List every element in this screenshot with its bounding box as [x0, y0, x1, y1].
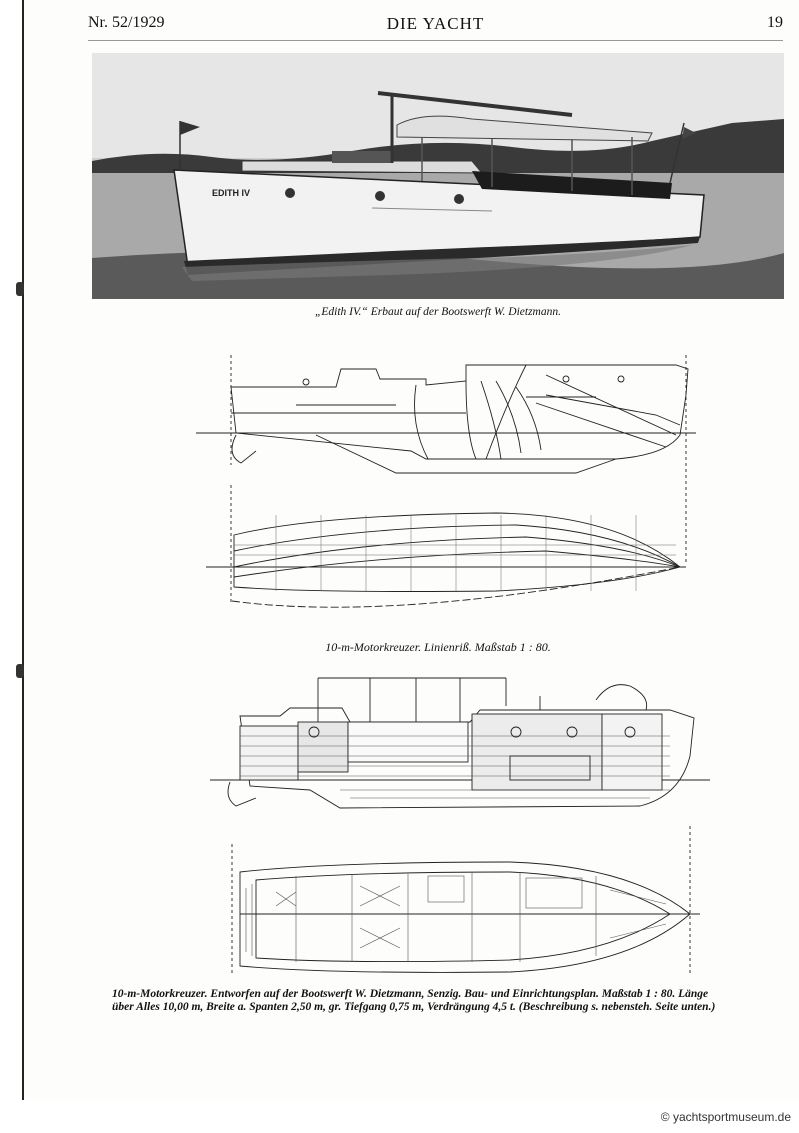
binding-edge [22, 0, 24, 1100]
lines-plan-caption: 10-m-Motorkreuzer. Linienriß. Maßstab 1 : 80. [325, 640, 551, 654]
header-rule [88, 40, 783, 41]
arrangement-plan-caption [112, 988, 782, 1014]
caption-line-1: 10-m-Motorkreuzer. Entworfen auf der Bootswerft W. Dietzmann, Senzig. Bau- und Einrichtungsplan. Maßstab 1 : 80. Länge [112, 988, 709, 1000]
copyright-credit: © yachtsportmuseum.de [660, 1110, 791, 1124]
lines-plan-drawing [196, 355, 696, 635]
hull-name-lettering: EDITH IV [212, 188, 251, 198]
issue-number: Nr. 52/1929 [88, 14, 165, 31]
binding-hole [16, 664, 24, 678]
photo-caption: „Edith IV.“ Erbaut auf der Bootswerft W. Dietzmann. [315, 306, 561, 318]
magazine-title: DIE YACHT [386, 14, 485, 33]
boat-photograph [92, 53, 784, 299]
binding-hole [16, 282, 24, 296]
caption-line-2: über Alles 10,00 m, Breite a. Spanten 2,50 m, gr. Tiefgang 0,75 m, Verdrängung 4,5 t. (Beschreibung s. nebensteh. Seite unten.) [112, 1001, 716, 1013]
arrangement-plan-drawing [210, 666, 710, 986]
page-number: 19 [767, 14, 783, 31]
page-header [88, 14, 783, 36]
